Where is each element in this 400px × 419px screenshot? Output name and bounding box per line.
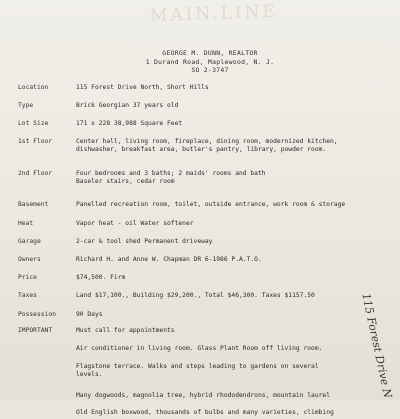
row-value-line: levels. <box>76 371 103 379</box>
listing-row <box>18 120 380 130</box>
listing-row <box>18 327 380 337</box>
row-value <box>76 102 178 110</box>
letterhead <box>110 49 310 75</box>
row-value-line: 2-car & tool shed Permanent driveway <box>76 238 213 245</box>
row-value <box>76 311 103 319</box>
row-label: 2nd Floor <box>18 170 53 177</box>
row-value <box>76 392 330 400</box>
row-value <box>76 170 266 187</box>
row-value-line: 115 Forest Drive North, Short Hills <box>76 84 209 91</box>
handwritten-margin-note: 115 Forest Drive N <box>359 292 395 400</box>
row-label: 1st Floor <box>18 138 53 145</box>
realtor-name: GEORGE M. DUNN, REALTOR <box>162 49 258 57</box>
row-value-line: 90 Days <box>76 311 103 318</box>
row-value <box>76 292 315 300</box>
row-value-line: Many dogwoods, magnolia tree, hybrid rhododendrons, mountain laurel <box>76 392 331 399</box>
row-label: Possession <box>18 311 56 318</box>
row-label: Type <box>18 102 34 109</box>
row-value <box>76 327 175 335</box>
row-value-line: Land $17,100., Building $29,200., Total $46,300. Taxes $1157.50 <box>76 292 315 299</box>
row-value-line: Must call for appointments <box>76 327 175 334</box>
row-value-line: Flagstone terrace. Walks and steps leading to gardens on several <box>76 363 319 370</box>
row-value-line: Center hall, living room, fireplace, dining room, modernized kitchen, <box>76 138 338 145</box>
row-value-line: Brick Georgian 37 years old <box>76 102 179 109</box>
row-label: Location <box>18 84 49 91</box>
row-value <box>76 120 182 128</box>
row-value-line: Baseler stairs, cedar room <box>76 178 175 186</box>
listing-row <box>18 84 380 94</box>
faded-stamp: MAIN.LINE <box>149 1 279 27</box>
row-label: Garage <box>18 238 41 245</box>
listing-row <box>18 274 380 284</box>
listing-row <box>18 292 380 302</box>
row-label: Taxes <box>18 292 37 299</box>
row-value <box>76 220 194 228</box>
row-label: IMPORTANT <box>18 327 53 334</box>
listing-row <box>18 238 380 248</box>
row-value <box>76 256 262 264</box>
listing-row <box>18 220 380 230</box>
listing-row <box>18 392 380 402</box>
row-label: Price <box>18 274 37 281</box>
realtor-phone: SO 2-3747 <box>191 66 229 75</box>
row-value <box>76 274 125 282</box>
row-value-line: $74,500. Firm <box>76 274 126 281</box>
row-value-line: Old English boxwood, thousands of bulbs and many varieties, climbing <box>76 409 334 416</box>
row-value <box>76 84 209 92</box>
listing-row <box>18 170 380 186</box>
row-value-line: dishwasher, breakfast area, butler's pantry, library, powder room. <box>76 146 327 154</box>
row-label: Basement <box>18 201 49 208</box>
row-value-line: Four bedrooms and 3 baths; 2 maids' rooms and bath <box>76 170 266 177</box>
row-label: Heat <box>18 220 34 227</box>
realtor-address: 1 Durand Road, Maplewood, N. J. <box>145 57 275 66</box>
listing-row <box>18 345 380 355</box>
listing-row <box>18 311 380 321</box>
listing-row <box>18 138 380 154</box>
row-value <box>76 409 334 417</box>
row-value <box>76 238 212 246</box>
row-value <box>76 345 322 353</box>
row-value-line: Panelled recreation room, toilet, outside entrance, work room & storage <box>76 201 346 208</box>
row-label: Owners <box>18 256 41 263</box>
row-value-line: Richard H. and Anne W. Chapman DR 6-1986 P.A.T.O. <box>76 256 262 263</box>
row-value <box>76 138 338 155</box>
row-value-line: Vapor heat - oil Water softener <box>76 220 194 227</box>
listing-row <box>18 256 380 266</box>
listing-row <box>18 409 380 419</box>
row-value <box>76 201 345 209</box>
listing-row <box>18 201 380 211</box>
row-value-line: 171 x 228 38,988 Square Feet <box>76 120 183 127</box>
row-value <box>76 363 319 380</box>
listing-row <box>18 102 380 112</box>
row-label: Lot Size <box>18 120 49 127</box>
listing-row <box>18 363 380 379</box>
row-value-line: Air conditioner in living room. Glass Plant Room off living room. <box>76 345 323 352</box>
